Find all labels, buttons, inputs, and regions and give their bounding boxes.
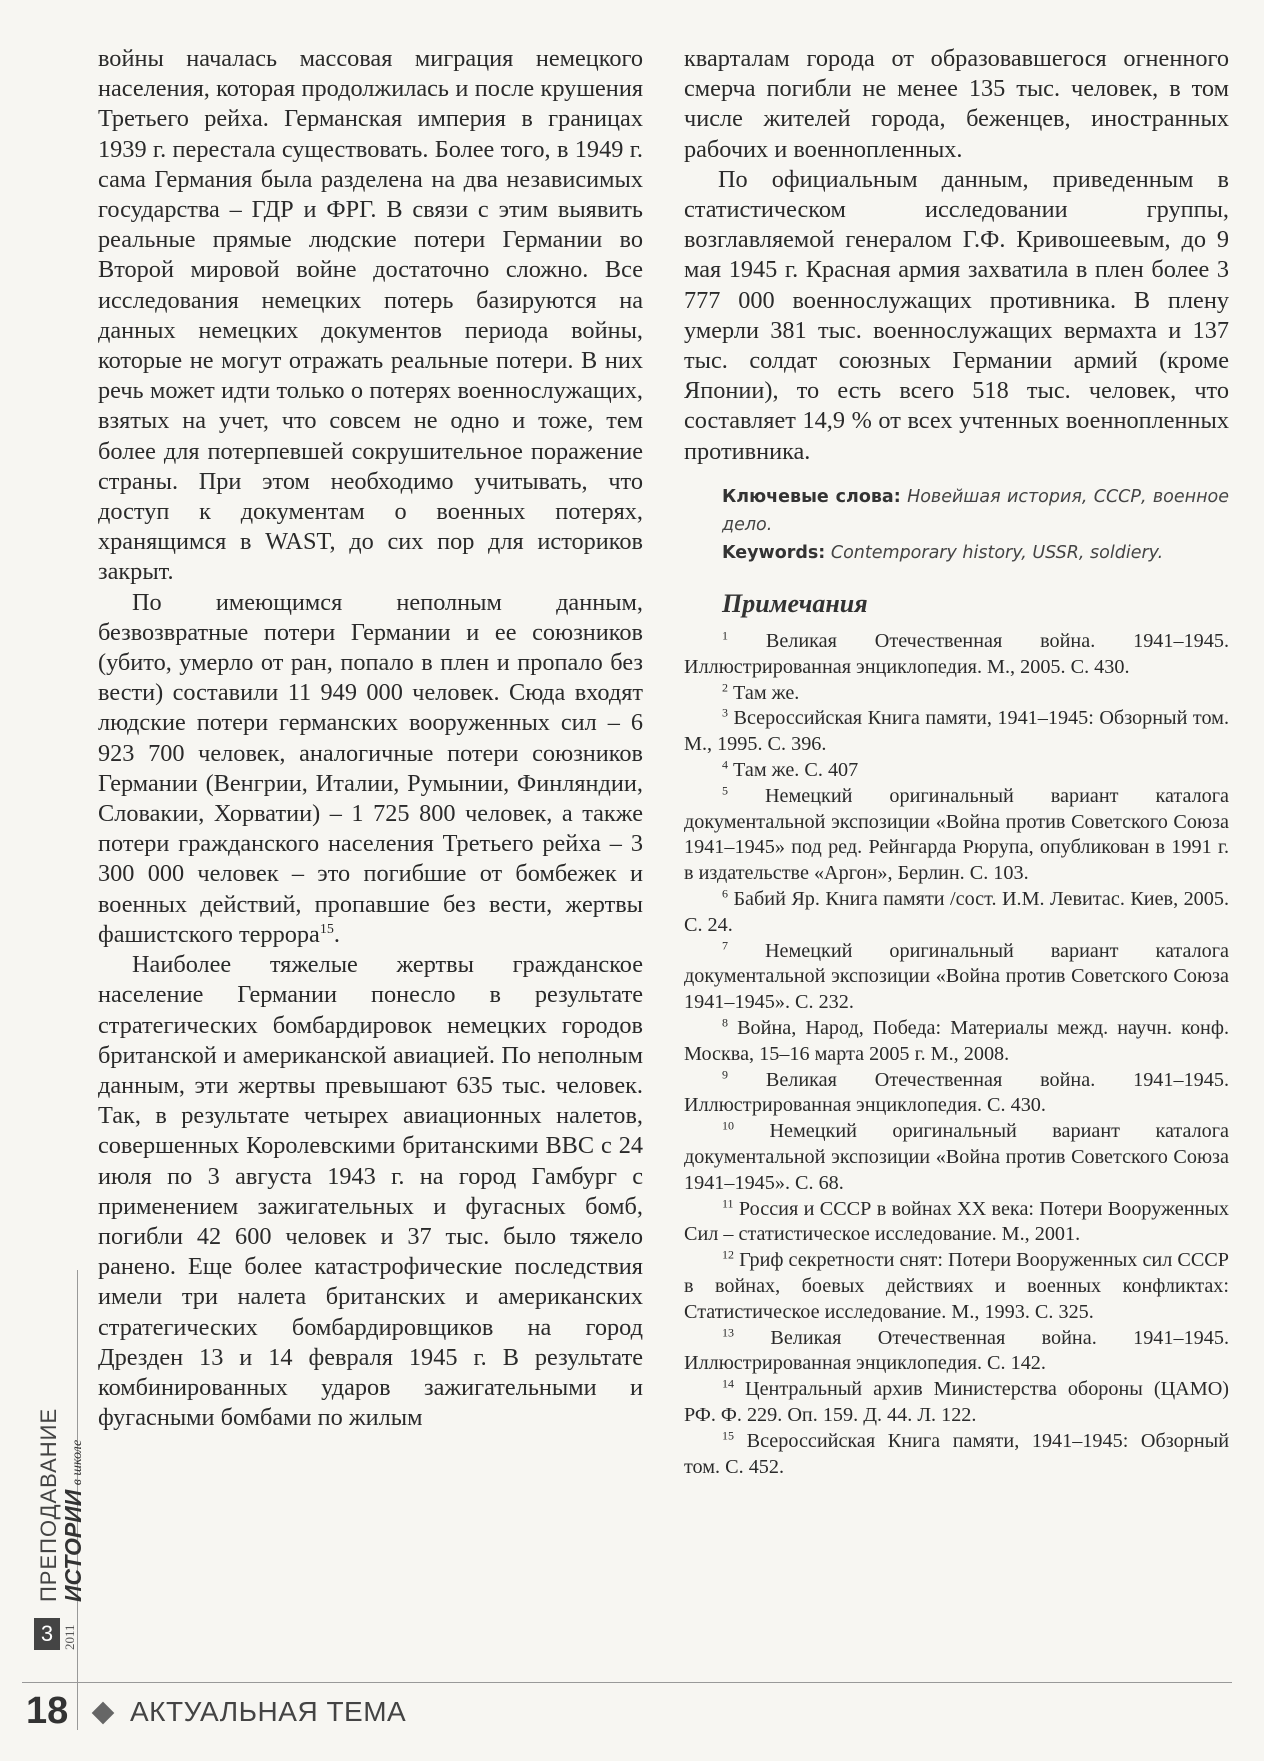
- note-item: [684, 758, 1229, 784]
- paragraph: Наиболее тяжелые жертвы гражданское население Германии понесло в результате стратегических бомбардировок немецких городов британской и американской авиацией. По неполным данным, эти жертвы превышают 635 тыс. человек. Так, в результате четырех авиационных налетов, совершенных Королевскими британскими ВВС с 24 июля по 3 августа 1943 г. на город Гамбург с применением зажигательных и фугасных бомб, погибли 42 600 человек и 37 тыс. было тяжело ранено. Еще более катастрофические последствия имели три налета британских и американских стратегических бомбардировщиков на город Дрезден 13 и 14 февраля 1945 г. В результате комбинированных ударов зажигательными и фугасными бомбами по жилым: [98, 951, 643, 1432]
- note-item: [684, 1119, 1229, 1196]
- note-item: [684, 681, 1229, 707]
- right-column: [684, 44, 1229, 1480]
- note-text: Немецкий оригинальный вариант каталога документальной экспозиции «Война против Советского Союза 1941–1945». С. 68.: [684, 1120, 1229, 1194]
- paragraph-text: По имеющимся неполным данным, безвозвратные потери Германии и ее союзников (убито, умерло от ран, попало в плен и пропало без вести) составили 11 949 000 человек. Сюда входят людские потери германских вооруженных сил – 6 923 700 человек, аналогичные потери союзников Германии (Венгрии, Италии, Румынии, Финляндии, Словакии, Хорватии) – 1 725 800 человек, а также потери гражданского населения Третьего рейха – 3 300 000 человек – это погибшие от бомбежек и военных действий, пропавшие без вести, жертвы фашистского террора: [98, 588, 643, 948]
- page-number: 18: [26, 1690, 69, 1732]
- note-text: Война, Народ, Победа: Материалы межд. научн. конф. Москва, 15–16 марта 2005 г. М., 2008.: [684, 1017, 1229, 1065]
- note-number: 10: [722, 1118, 734, 1133]
- note-number: 9: [722, 1066, 728, 1081]
- note-text: Великая Отечественная война. 1941–1945. Иллюстрированная энциклопедия. М., 2005. С. 430.: [684, 630, 1230, 678]
- journal-title-top: ПРЕПОДАВАНИЕ: [36, 1407, 61, 1602]
- keywords-ru-text: Новейшая история, СССР, военное дело.: [722, 486, 1229, 535]
- paragraph-end: .: [333, 920, 340, 948]
- note-text: Немецкий оригинальный вариант каталога документальной экспозиции «Война против Советского Союза 1941–1945». С. 232.: [684, 939, 1229, 1014]
- notes-list: [684, 629, 1229, 1480]
- note-number: 1: [722, 628, 728, 643]
- note-text: Всероссийская Книга памяти, 1941–1945: Обзорный том. М., 1995. С. 396.: [684, 707, 1229, 756]
- keywords-ru-label: Ключевые слова:: [722, 486, 901, 507]
- note-item: [684, 1068, 1229, 1120]
- note-number: 14: [722, 1376, 734, 1391]
- note-item: [684, 629, 1229, 681]
- keywords-block: [684, 483, 1229, 567]
- note-item: [684, 887, 1229, 939]
- note-number: 4: [722, 757, 728, 772]
- note-text: Великая Отечественная война. 1941–1945. Иллюстрированная энциклопедия. С. 430.: [684, 1068, 1230, 1117]
- note-item: [684, 706, 1229, 758]
- note-text: Великая Отечественная война. 1941–1945. Иллюстрированная энциклопедия. С. 142.: [684, 1326, 1230, 1375]
- note-item: [684, 1248, 1229, 1325]
- issue-year: 2011: [62, 1624, 77, 1650]
- note-number: 6: [722, 886, 728, 901]
- note-item: [684, 1016, 1229, 1068]
- note-text: Там же. С. 407: [733, 759, 859, 782]
- journal-title: [36, 1408, 62, 1602]
- issue-number: 3: [34, 1618, 60, 1650]
- keywords-en-label: Keywords:: [722, 542, 826, 563]
- note-text: Там же.: [733, 681, 800, 704]
- note-text: Всероссийская Книга памяти, 1941–1945: Обзорный том. С. 452.: [684, 1429, 1229, 1478]
- journal-title-small: в школе: [70, 1439, 85, 1486]
- note-item: [684, 1377, 1229, 1429]
- note-text: Бабий Яр. Книга памяти /сост. И.М. Левитас. Киев, 2005. С. 24.: [684, 888, 1230, 936]
- footer-divider: [22, 1682, 1232, 1683]
- note-text: Немецкий оригинальный вариант каталога документальной экспозиции «Война против Советского Союза 1941–1945» под ред. Рейнгарда Рюрупа, опубликован в 1991 г. в издательстве «Аргон», Берлин. С. 103.: [684, 784, 1229, 885]
- journal-title-bold-wrap: [60, 1440, 87, 1602]
- note-number: 13: [722, 1324, 734, 1339]
- paragraph: [98, 588, 643, 950]
- note-number: 12: [722, 1247, 734, 1262]
- paragraph: По официальным данным, приведенным в статистическом исследовании группы, возглавляемой генералом Г.Ф. Кривошеевым, до 9 мая 1945 г. Красная армия захватила в плен более 3 777 000 военнослужащих противника. В плену умерли 381 тыс. военнослужащих вермахта и 137 тыс. солдат союзных Германии армий (кроме Японии), то есть всего 518 тыс. человек, что составляет 14,9 % от всех учтенных военнопленных противника.: [684, 165, 1229, 465]
- notes-title: Примечания: [722, 588, 868, 618]
- paragraph: войны началась массовая миграция немецкого населения, которая продолжилась и после крушения Третьего рейха. Германская империя в границах 1939 г. перестала существовать. Более того, в 1949 г. сама Германия была разделена на два независимых государства – ГДР и ФРГ. В связи с этим выявить реальные прямые людские потери Германии во Второй мировой войне достаточно сложно. Все исследования немецких потерь базируются на данных немецких документов периода войны, которые не могут отражать реальные потери. В них речь может идти только о потерях военнослужащих, взятых на учет, что совсем не одно и тоже, тем более для потерпевшей сокрушительное поражение страны. При этом необходимо учитывать, что доступ к документам о военных потерях, хранящимся в WAST, до сих пор для историков закрыт.: [98, 45, 643, 586]
- keywords-en-text: Contemporary history, USSR, soldiery.: [830, 542, 1164, 563]
- note-number: 7: [722, 937, 728, 952]
- note-text: Гриф секретности снят: Потери Вооруженных сил СССР в войнах, боевых действиях и военных конфликтах: Статистическое исследование. М., 1993. С. 325.: [684, 1249, 1229, 1323]
- left-column: [98, 44, 643, 1433]
- note-item: [684, 784, 1229, 887]
- note-item: [684, 1429, 1229, 1481]
- keywords-ru: [684, 483, 1229, 539]
- note-number: 15: [722, 1428, 734, 1443]
- note-number: 2: [722, 679, 728, 694]
- note-item: [684, 1197, 1229, 1249]
- footnote-ref[interactable]: 15: [319, 921, 334, 937]
- note-item: [684, 939, 1229, 1016]
- note-number: 3: [722, 705, 728, 720]
- note-text: Россия и СССР в войнах XX века: Потери Вооруженных Сил – статистическое исследование. М., 2001.: [684, 1197, 1229, 1246]
- note-text: Центральный архив Министерства обороны (ЦАМО) РФ. Ф. 229. Оп. 159. Д. 44. Л. 122.: [684, 1378, 1229, 1426]
- keywords-en: [684, 539, 1229, 567]
- section-label: АКТУАЛЬНАЯ ТЕМА: [130, 1696, 407, 1727]
- note-number: 5: [722, 783, 728, 798]
- journal-title-bold: ИСТОРИИ: [60, 1489, 86, 1602]
- note-number: 8: [722, 1015, 728, 1030]
- diamond-icon: [92, 1702, 115, 1725]
- note-number: 11: [722, 1195, 734, 1210]
- paragraph: кварталам города от образовавшегося огненного смерча погибли не менее 135 тыс. человек, в том числе жителей города, беженцев, иностранных рабочих и военнопленных.: [684, 45, 1229, 163]
- note-item: [684, 1326, 1229, 1378]
